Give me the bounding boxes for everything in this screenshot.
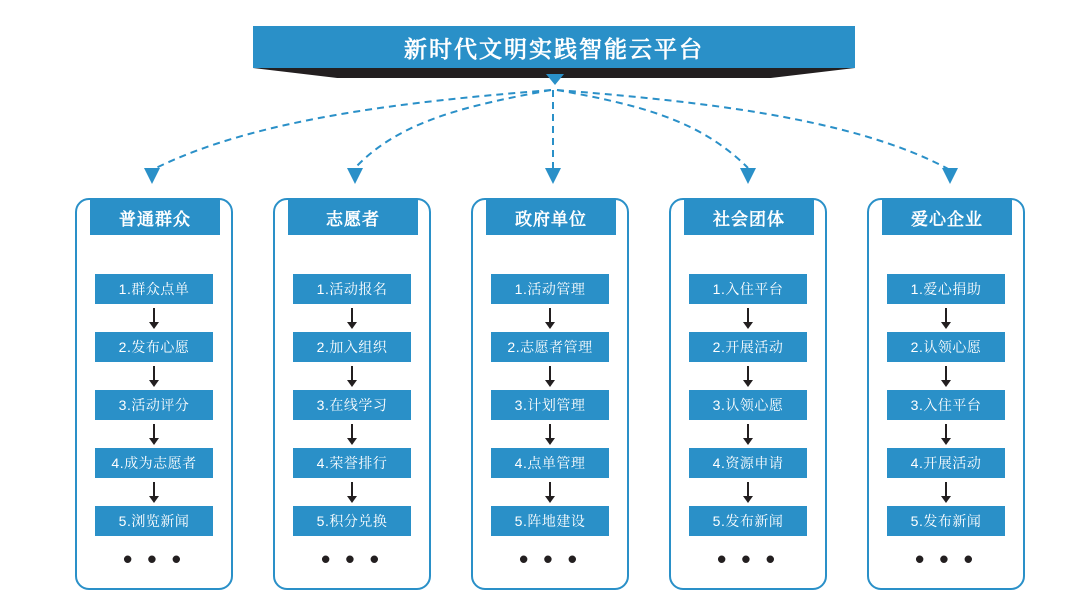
- list-item[interactable]: 2.发布心愿: [95, 332, 213, 362]
- arrow-down-icon: [869, 478, 1023, 506]
- arrow-down-icon: [671, 362, 825, 390]
- more-indicator: • • •: [123, 544, 185, 574]
- list-item[interactable]: 2.开展活动: [689, 332, 807, 362]
- arrow-down-icon: [671, 420, 825, 448]
- arrow-down-icon: [869, 420, 1023, 448]
- list-item[interactable]: 5.阵地建设: [491, 506, 609, 536]
- list-item[interactable]: 3.入住平台: [887, 390, 1005, 420]
- column-common-public: [75, 198, 233, 590]
- column-items: [275, 274, 429, 574]
- arrow-down-icon: [473, 478, 627, 506]
- list-item[interactable]: 3.计划管理: [491, 390, 609, 420]
- arrow-down-icon: [77, 478, 231, 506]
- arrow-down-icon: [869, 362, 1023, 390]
- list-item[interactable]: 1.活动管理: [491, 274, 609, 304]
- more-indicator: • • •: [321, 544, 383, 574]
- arrow-down-icon: [275, 478, 429, 506]
- column-items: [77, 274, 231, 574]
- arrow-down-icon: [473, 420, 627, 448]
- column-title: 社会团体: [684, 199, 814, 235]
- list-item[interactable]: 5.发布新闻: [689, 506, 807, 536]
- arrow-down-icon: [473, 362, 627, 390]
- list-item[interactable]: 4.荣誉排行: [293, 448, 411, 478]
- arrow-down-icon: [275, 420, 429, 448]
- column-title: 普通群众: [90, 199, 220, 235]
- platform-title-banner: 新时代文明实践智能云平台: [253, 26, 855, 68]
- list-item[interactable]: 5.浏览新闻: [95, 506, 213, 536]
- list-item[interactable]: 4.开展活动: [887, 448, 1005, 478]
- list-item[interactable]: 4.成为志愿者: [95, 448, 213, 478]
- list-item[interactable]: 2.加入组织: [293, 332, 411, 362]
- list-item[interactable]: 1.群众点单: [95, 274, 213, 304]
- column-volunteer: [273, 198, 431, 590]
- column-government-unit: [471, 198, 629, 590]
- list-item[interactable]: 4.点单管理: [491, 448, 609, 478]
- column-title: 爱心企业: [882, 199, 1012, 235]
- banner-down-arrow-icon: [546, 74, 564, 85]
- list-item[interactable]: 5.积分兑换: [293, 506, 411, 536]
- arrow-down-icon: [869, 304, 1023, 332]
- column-charity-enterprise: [867, 198, 1025, 590]
- column-items: [473, 274, 627, 574]
- list-item[interactable]: 3.认领心愿: [689, 390, 807, 420]
- column-title: 志愿者: [288, 199, 418, 235]
- arrow-down-icon: [77, 304, 231, 332]
- list-item[interactable]: 1.活动报名: [293, 274, 411, 304]
- arrow-down-icon: [77, 362, 231, 390]
- more-indicator: • • •: [519, 544, 581, 574]
- list-item[interactable]: 3.在线学习: [293, 390, 411, 420]
- list-item[interactable]: 1.爱心捐助: [887, 274, 1005, 304]
- more-indicator: • • •: [915, 544, 977, 574]
- more-indicator: • • •: [717, 544, 779, 574]
- arrow-down-icon: [275, 362, 429, 390]
- list-item[interactable]: 3.活动评分: [95, 390, 213, 420]
- column-items: [869, 274, 1023, 574]
- arrow-down-icon: [77, 420, 231, 448]
- arrow-down-icon: [671, 478, 825, 506]
- arrow-down-icon: [275, 304, 429, 332]
- list-item[interactable]: 2.志愿者管理: [491, 332, 609, 362]
- arrow-down-icon: [671, 304, 825, 332]
- column-social-group: [669, 198, 827, 590]
- list-item[interactable]: 4.资源申请: [689, 448, 807, 478]
- column-title: 政府单位: [486, 199, 616, 235]
- list-item[interactable]: 1.入住平台: [689, 274, 807, 304]
- column-items: [671, 274, 825, 574]
- list-item[interactable]: 2.认领心愿: [887, 332, 1005, 362]
- arrow-down-icon: [473, 304, 627, 332]
- list-item[interactable]: 5.发布新闻: [887, 506, 1005, 536]
